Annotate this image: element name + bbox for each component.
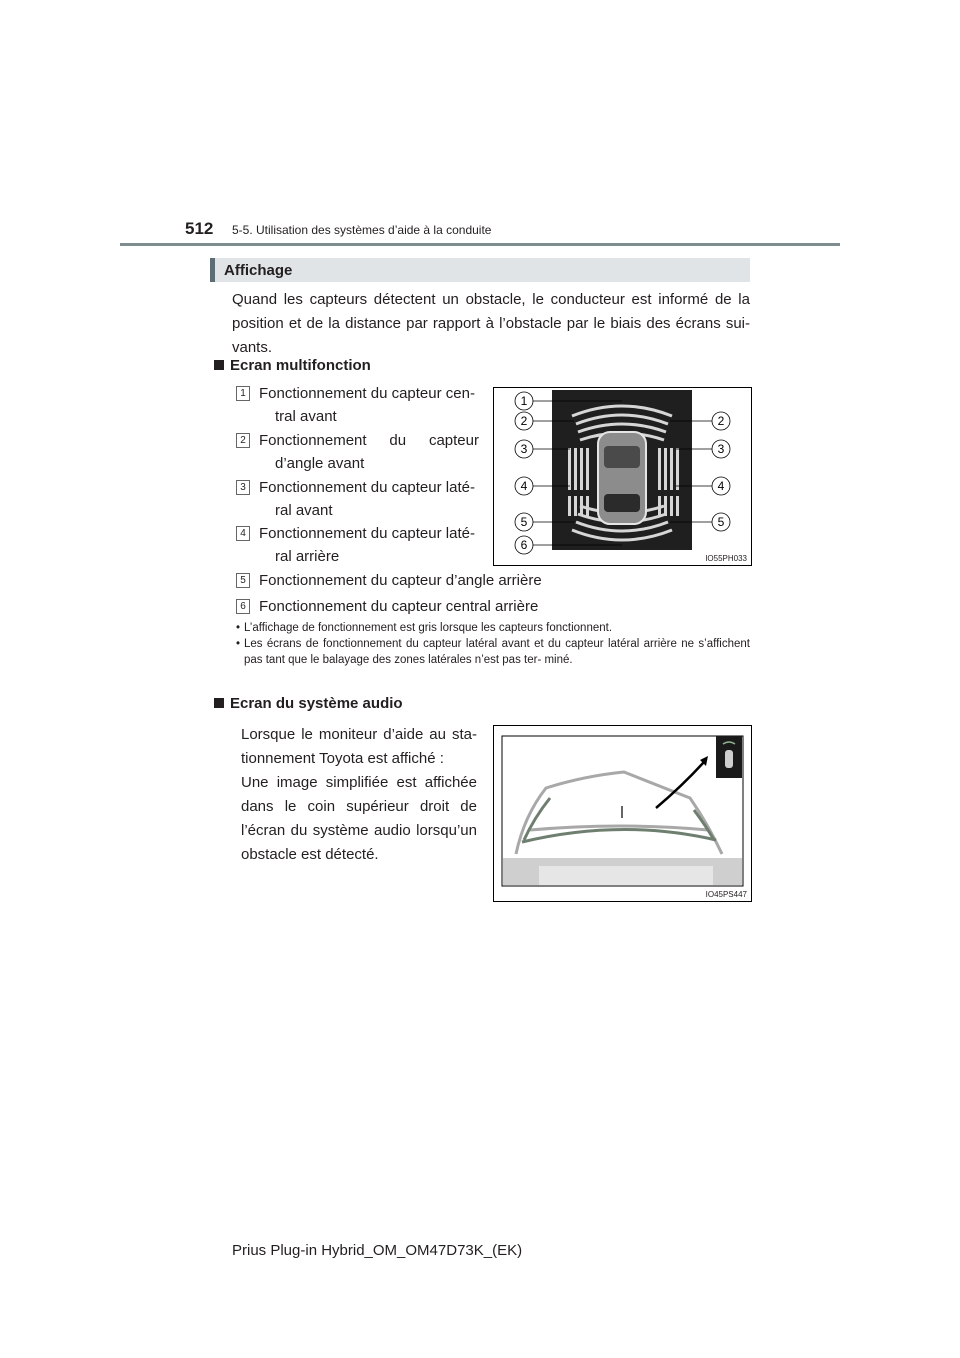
callout-number: 3 (236, 480, 250, 495)
list-item-line: Fonctionnement du capteur laté- (259, 525, 475, 542)
subheading-audio-label: Ecran du système audio (230, 695, 403, 712)
list-item (259, 429, 479, 475)
figure-callout-3: 3 (717, 442, 725, 456)
callout-number: 4 (236, 526, 250, 541)
audio-line: l’écran du système audio lorsqu’un (241, 822, 477, 839)
list-item-line: Fonctionnement du capteur (259, 432, 479, 449)
list-item-line: Fonctionnement du capteur d’angle arrière (259, 572, 542, 589)
subheading-multifunction (214, 357, 371, 374)
figure-callout-6: 6 (520, 538, 528, 552)
audio-line: Une image simplifiée est affichée (241, 774, 477, 791)
note-item: • Les écrans de fonctionnement du capteur latéral avant et du capteur latéral arrière ne s’affichent pas tant que le balayage des zones latérales n’est pas ter- miné. (236, 638, 750, 666)
intro-paragraph: Quand les capteurs détectent un obstacle, le conducteur est informé de la position et de la distance par rapport à l’obstacle par le biais des écrans sui- vants. (232, 291, 750, 356)
figure-callout-5: 5 (717, 515, 725, 529)
figure-callout-2: 2 (717, 414, 725, 428)
footer-document-id: Prius Plug-in Hybrid_OM_OM47D73K_(EK) (232, 1242, 523, 1259)
subheading-multifunction-label: Ecran multifonction (230, 357, 371, 374)
note-text: L’affichage de fonctionnement est gris lorsque les capteurs fonctionnent. (244, 622, 613, 634)
figure-callout-1: 1 (520, 394, 528, 408)
list-item (259, 595, 659, 618)
callout-number: 6 (236, 599, 250, 614)
list-item-line: Fonctionnement du capteur central arrière (259, 598, 539, 615)
figure-code: IO55PH033 (705, 554, 747, 563)
audio-line: tionnement Toyota est affiché : (241, 750, 444, 767)
list-item (259, 382, 479, 428)
figure-callout-4: 4 (717, 479, 725, 493)
audio-screen-illustration (494, 726, 751, 901)
audio-paragraph (241, 723, 477, 867)
sensor-display-illustration (494, 388, 751, 565)
square-bullet-icon (214, 698, 224, 708)
audio-line: obstacle est détecté. (241, 846, 379, 863)
callout-number: 5 (236, 573, 250, 588)
figure-callout-2: 2 (520, 414, 528, 428)
list-item (259, 569, 659, 592)
audio-line: dans le coin supérieur droit de (241, 798, 477, 815)
heading-marker (210, 258, 215, 282)
note-text: Les écrans de fonctionnement du capteur latéral avant et du capteur latéral arrière ne s’affichent pas tant que le balayage des zones latérales n’est pas ter- miné. (244, 638, 750, 666)
audio-screen-figure (493, 725, 752, 902)
list-item-line: tral avant (275, 408, 337, 425)
page-number: 512 (185, 219, 214, 238)
list-item-line: ral avant (275, 502, 333, 519)
list-item-line: Fonctionnement du capteur laté- (259, 479, 475, 496)
callout-number: 1 (236, 386, 250, 401)
figure-callout-4: 4 (520, 479, 528, 493)
list-item-line: d’angle avant (275, 455, 365, 472)
list-item (259, 522, 479, 568)
parking-sensor-figure (493, 387, 752, 566)
callout-number: 2 (236, 433, 250, 448)
figure-callout-5: 5 (520, 515, 528, 529)
audio-line: Lorsque le moniteur d’aide au sta- (241, 726, 477, 743)
header-rule (120, 243, 840, 246)
figure-callout-3: 3 (520, 442, 528, 456)
subheading-audio (214, 695, 403, 712)
square-bullet-icon (214, 360, 224, 370)
section-title: 5-5. Utilisation des systèmes d’aide à la conduite (232, 223, 492, 237)
note-item: • L’affichage de fonctionnement est gris lorsque les capteurs fonctionnent. (236, 622, 613, 634)
page-heading: Affichage (224, 262, 293, 279)
list-item-line: ral arrière (275, 548, 340, 565)
list-item (259, 476, 479, 522)
figure-code: IO45PS447 (705, 890, 747, 899)
list-item-line: Fonctionnement du capteur cen- (259, 385, 475, 402)
